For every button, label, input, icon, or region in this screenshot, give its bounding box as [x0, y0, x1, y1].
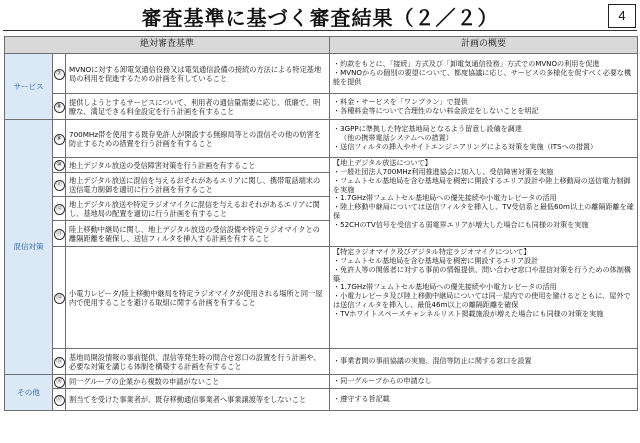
- plan-cell: [330, 94, 638, 120]
- item-number: ⑧: [54, 102, 65, 113]
- table-row: [5, 247, 638, 349]
- criteria-text: 700MHz帯を使用する既存免許人が開設する無線局等との混信その他の妨害を防止するための措置を行う計画を有すること: [66, 120, 330, 158]
- criteria-text: MVNOに対する卸電気通信役務又は電気通信設備の接続の方法による特定基地局の利用を促進するための計画を有していること: [66, 54, 330, 94]
- plan-line: ・フェムトセル基地局を含む基地局を稠密に開設するエリア設計や陸上移動局の送信電力制御を実施: [333, 175, 631, 194]
- criteria-text: 地上デジタル放送に混信を与えるおそれがあるエリアに関し、携帯電話端末の送信電力制御を適切に行う計画を有すること: [66, 173, 330, 197]
- plan-section-heading: 【地上デジタル放送について】: [333, 158, 432, 167]
- plan-line: ・一般社団法人700MHz利用推進協会に加入し、受信障害対策を実施: [333, 166, 554, 176]
- plan-line: ・免許人等の関係者に対する事前の情報提供、問い合わせ窓口や混信対策を行うための体制構築: [333, 264, 631, 283]
- plan-line: （他の携帯電話システムへの措置）: [340, 133, 453, 143]
- plan-cell: [330, 120, 638, 158]
- criteria-text: 地上デジタル放送の受信障害対策を行う計画を有すること: [66, 158, 330, 173]
- item-number: ⑫: [54, 204, 65, 215]
- plan-line: ・料金・サービスを「ワンプラン」で提供: [333, 96, 468, 106]
- plan-line: ・TVホワイトスペースチャンネルリスト掲載施設が増えた場合にも同様の対策を実施: [333, 309, 604, 319]
- plan-line: ・事業者間の事前協議の実施、混信等防止に関する窓口を設置: [333, 356, 532, 366]
- criteria-text: 割当てを受けた事業者が、既存移動通信事業者へ事業譲渡等をしないこと: [66, 389, 330, 411]
- item-number: ⑰: [54, 395, 65, 406]
- plan-cell: [330, 54, 638, 94]
- item-number: ⑦: [54, 69, 65, 80]
- category-other: その他: [5, 375, 53, 411]
- category-interference: 混信対策: [5, 120, 53, 375]
- page-title: 審査基準に基づく審査結果（２／２）: [141, 6, 499, 30]
- plan-line: ・MVNOからの個別の要望について、都度協議に応じ、サービスの多様化を促すべく必要な機能を提供: [333, 68, 632, 86]
- plan-line: ・1.7GHz帯フェムトセル基地局への優先接続や小電力レピータの活用: [333, 193, 557, 203]
- plan-line: ・遵守する旨記載: [333, 394, 390, 404]
- criteria-text: 提供しようとするサービスについて、利用者の通信量需要に応じ、低廉で、明瞭な、満足できる料金設定を行う計画を有すること: [66, 94, 330, 120]
- plan-line: ・約款をもとに、「接続」方式及び「卸電気通信役務」方式でのMVNOの利用を促進: [333, 59, 600, 69]
- plan-cell-radio-mic: [330, 247, 638, 349]
- table-row: [5, 158, 638, 173]
- criteria-text: 基地局開設情報の事前提供、混信等発生時の問合せ窓口の設置を行う計画や、必要な対策を講じる体制を構築する計画を有すること: [66, 349, 330, 375]
- table-row: [5, 349, 638, 375]
- title-divider: [3, 30, 637, 31]
- plan-cell: [330, 349, 638, 375]
- plan-header: 計画の概要: [330, 37, 638, 54]
- table-row: [5, 120, 638, 158]
- plan-line: ・1.7GHz帯フェムトセル基地局への優先接続や小電力レピータの活用: [333, 282, 557, 292]
- plan-line: ・フェムトセル基地局を含む基地局を稠密に開設するエリア設計: [333, 255, 539, 265]
- page-number: 4: [608, 4, 636, 28]
- table-row: [5, 375, 638, 389]
- criteria-header: 絶対審査基準: [5, 37, 330, 54]
- table-row: [5, 94, 638, 120]
- item-number: ⑩: [54, 160, 65, 171]
- item-number: ⑬: [54, 229, 65, 240]
- criteria-text: 陸上移動中継局に関し、地上デジタル放送の受信設備や特定ラジオマイクとの離隔距離を確保し、送信フィルタを挿入する計画を有すること: [66, 221, 330, 247]
- evaluation-table: [4, 36, 638, 411]
- plan-section-heading: 【特定ラジオマイク及びデジタル特定ラジオマイクについて】: [333, 247, 531, 256]
- plan-line: ・各種料金等について合理性のない料金設定をしないことを明記: [333, 105, 539, 115]
- criteria-text: 同一グループの企業から複数の申請がないこと: [66, 375, 330, 389]
- plan-line: ・小電力レピータ及び陸上移動中継局については同一屋内での使用を避けるとともに、屋外では送信フィルタを挿入し、最低46m以上の離隔距離を確保: [333, 291, 631, 310]
- item-number: ⑮: [54, 357, 65, 368]
- item-number: ⑭: [54, 293, 65, 304]
- plan-line: ・送信フィルタの挿入やサイトエンジニアリングによる対策を実施（ITSへの措置）: [333, 141, 598, 151]
- plan-cell: [330, 375, 638, 389]
- table-row: [5, 54, 638, 94]
- criteria-text: 小電力レピータ/陸上移動中継局を特定ラジオマイクが使用される場所と同一屋内で使用することを避ける取組に関する計画を有すること: [66, 247, 330, 349]
- plan-cell: [330, 389, 638, 411]
- item-number: ⑯: [54, 377, 65, 388]
- table-row: [5, 389, 638, 411]
- table-header-row: [5, 37, 638, 54]
- category-service: サービス: [5, 54, 53, 120]
- plan-line: ・陸上移動中継局については送信フィルタを挿入し、TV受信系と最低60m以上の離隔距離を確保: [333, 202, 634, 221]
- item-number: ⑨: [54, 134, 65, 145]
- plan-line: ・52CHのTV信号を受信する弱電界エリアが増大した場合にも同様の対策を実施: [333, 220, 589, 230]
- item-number: ⑪: [54, 180, 65, 191]
- plan-line: ・3GPPに準拠した特定基地局となるよう留意し設備を調達: [333, 124, 522, 134]
- criteria-text: 地上デジタル放送や特定ラジオマイクに混信を与えるおそれがあるエリアに関し、基地局の配置を適切に行う計画を有すること: [66, 197, 330, 221]
- plan-cell-broadcast: [330, 158, 638, 247]
- plan-line: ・同一グループからの申請なし: [333, 376, 432, 386]
